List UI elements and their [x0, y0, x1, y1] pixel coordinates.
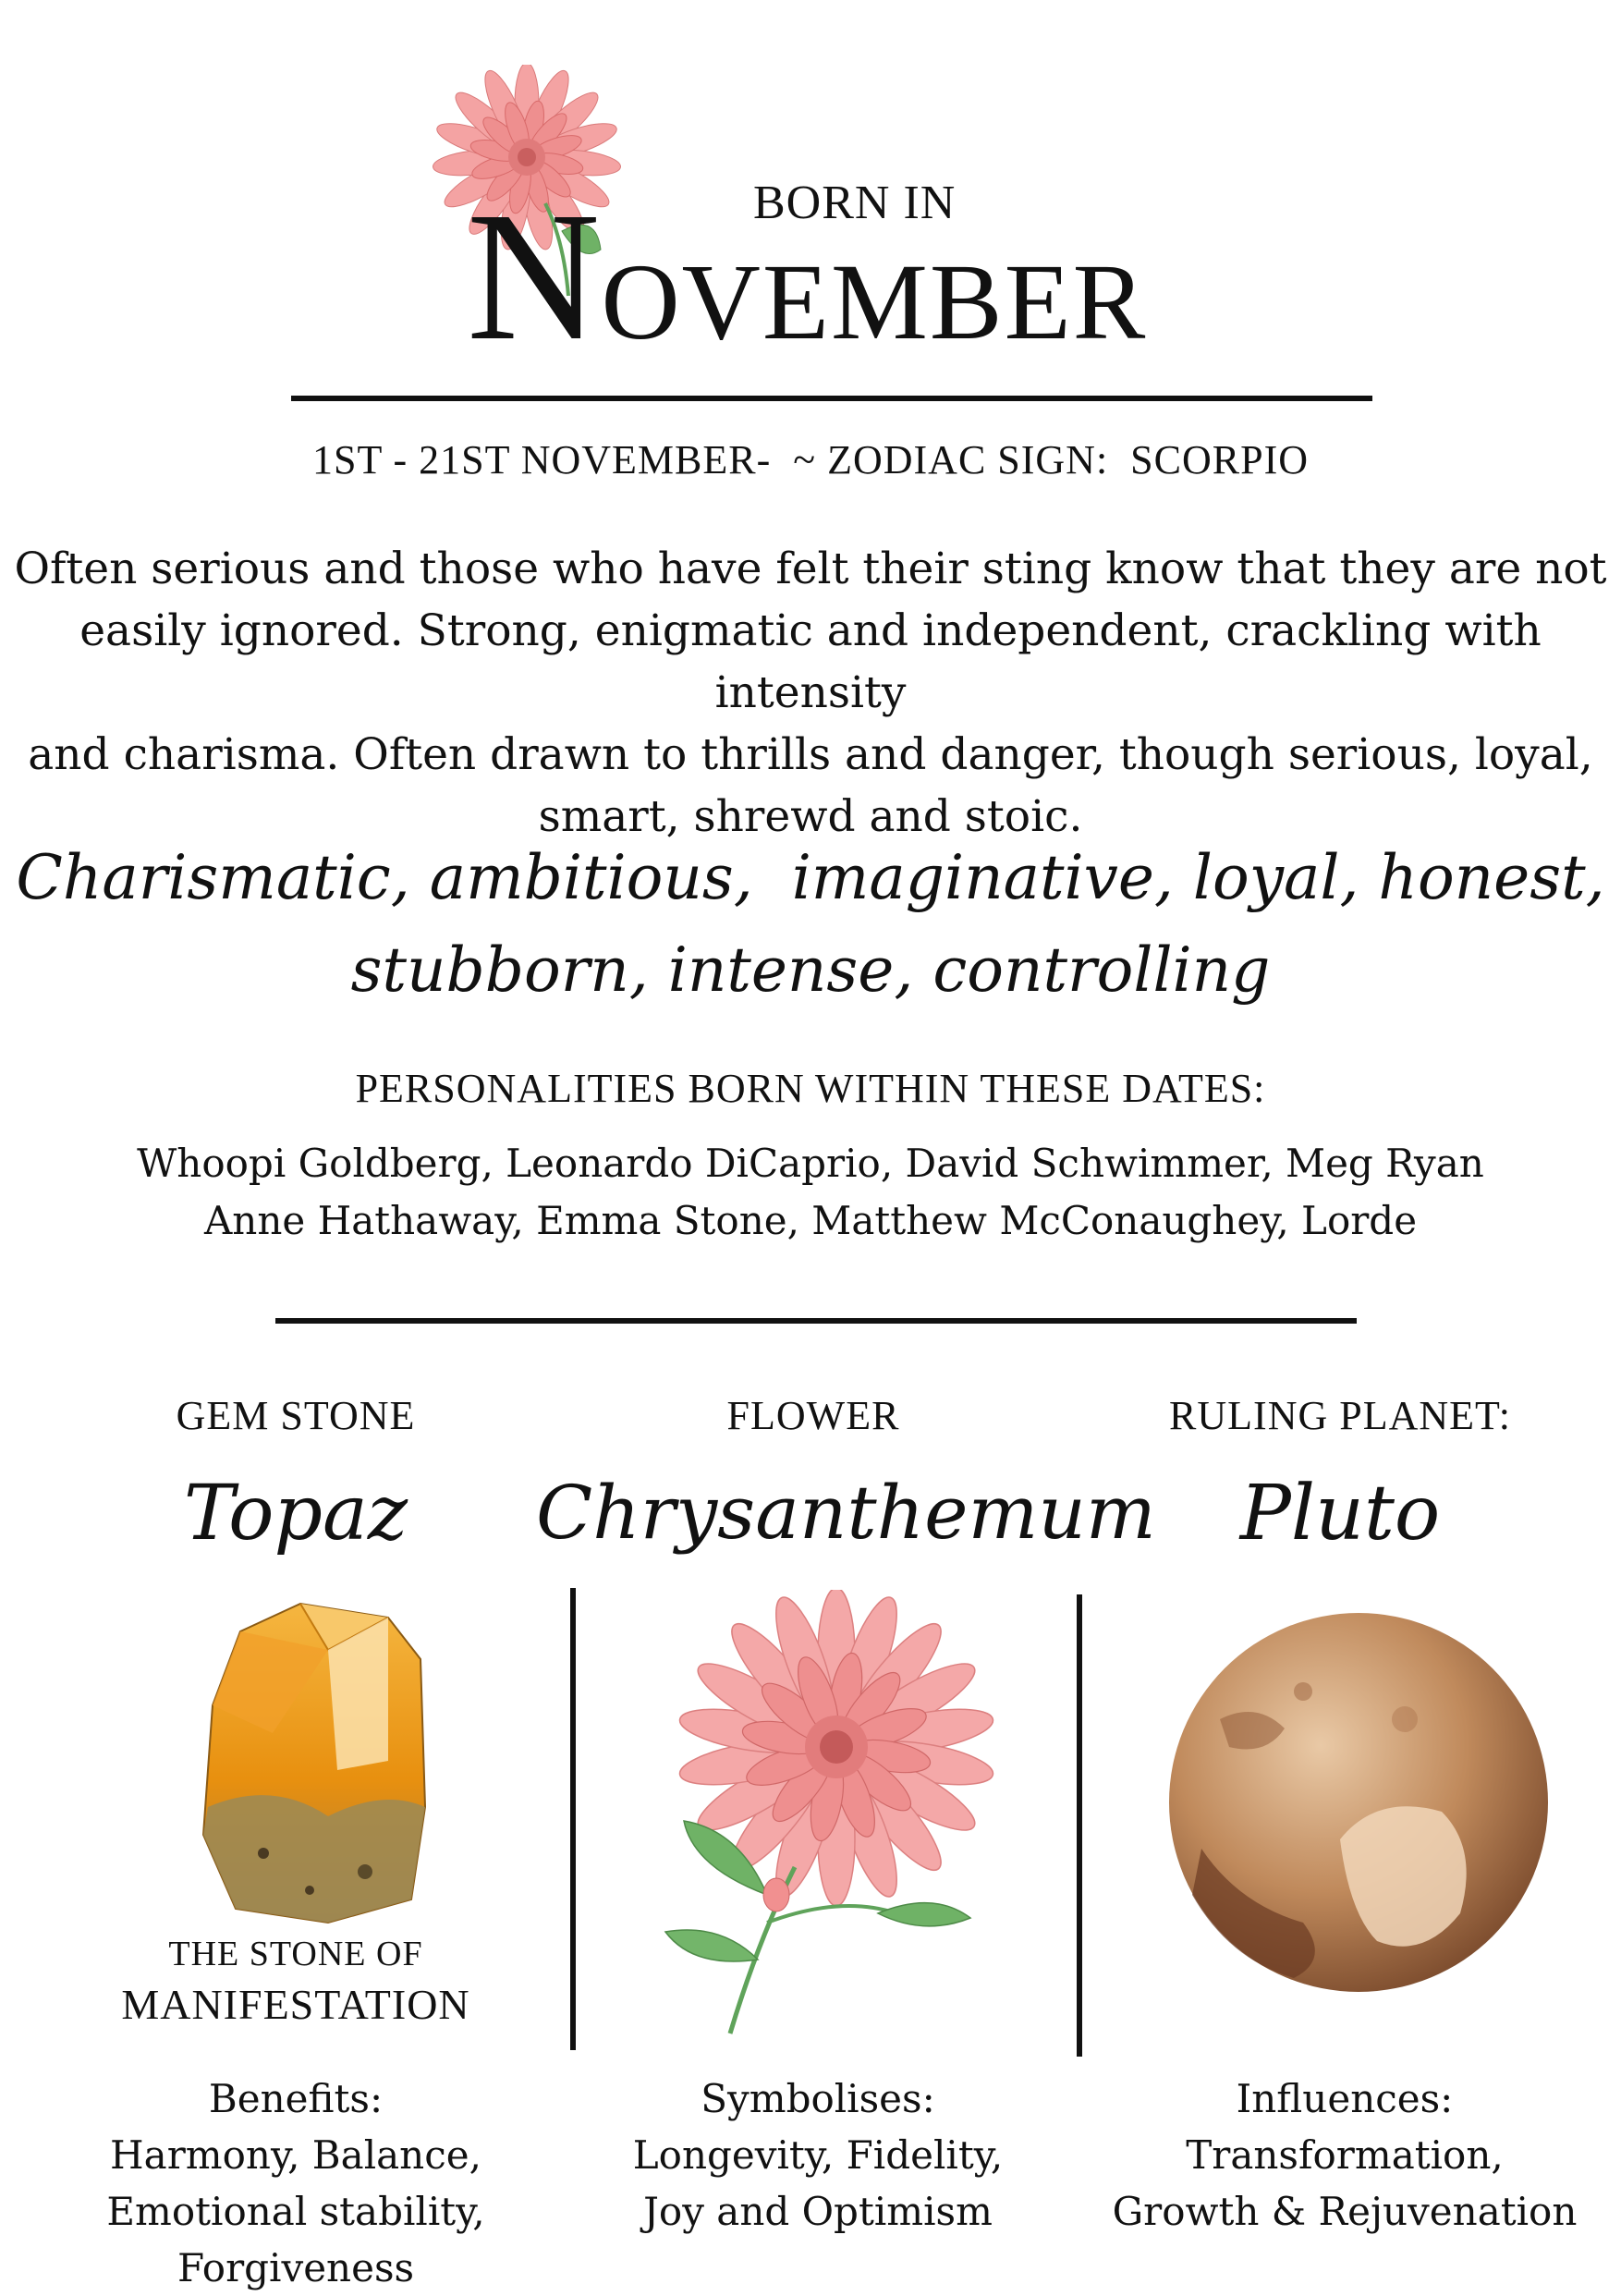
personalities-line: Whoopi Goldberg, Leonardo DiCaprio, David Schwimmer, Meg Ryan [137, 1141, 1484, 1186]
description-line: Often serious and those who have felt their sting know that they are not [14, 543, 1607, 594]
planet-heading: RULING PLANET: [1169, 1393, 1511, 1438]
gem-heading: GEM STONE [176, 1393, 416, 1438]
gem-benefits-label: Benefits: [208, 2076, 384, 2121]
personalities-heading: PERSONALITIES BORN WITHIN THESE DATES: [355, 1066, 1266, 1111]
pluto-planet-illustration [1164, 1608, 1553, 1997]
gem-caption-large: MANIFESTATION [121, 1981, 470, 2028]
planet-influences-line: Transformation, [1186, 2132, 1504, 2178]
gem-benefits [0, 2070, 591, 2296]
month-title-initial: N [467, 175, 602, 379]
planet-influences-label: Influences: [1236, 2076, 1454, 2121]
flower-symbolises-line: Joy and Optimism [643, 2189, 993, 2234]
planet-influences-line: Growth & Rejuvenation [1112, 2189, 1578, 2234]
gem-name: Topaz [183, 1470, 408, 1557]
flower-name: Chrysanthemum [536, 1470, 1156, 1556]
dates-zodiac-line: 1ST - 21ST NOVEMBER- ~ ZODIAC SIGN: SCORPIO [311, 437, 1310, 482]
personalities-list [0, 1135, 1621, 1250]
personalities-line: Anne Hathaway, Emma Stone, Matthew McConaughey, Lorde [203, 1198, 1418, 1243]
gem-benefits-line: Emotional stability, Forgiveness [106, 2189, 485, 2290]
planet-name: Pluto [1239, 1470, 1441, 1557]
description-line: smart, shrewd and stoic. [538, 791, 1083, 842]
traits [0, 832, 1621, 1017]
born-in-label: BORN IN [753, 177, 957, 229]
flower-heading: FLOWER [726, 1393, 900, 1438]
gem-benefits-line: Harmony, Balance, [110, 2132, 481, 2178]
middle-divider [275, 1318, 1357, 1324]
description [0, 538, 1621, 848]
month-title [467, 175, 1148, 379]
flower-symbolises [541, 2070, 1095, 2240]
chrysanthemum-illustration [628, 1590, 1035, 2043]
description-line: easily ignored. Strong, enigmatic and independent, crackling with intensity [79, 605, 1542, 718]
gem-caption-small: THE STONE OF [168, 1935, 423, 1973]
traits-line: stubborn, intense, controlling [350, 934, 1271, 1006]
flower-symbolises-label: Symbolises: [701, 2076, 935, 2121]
flower-symbolises-line: Longevity, Fidelity, [632, 2132, 1004, 2178]
traits-line: Charismatic, ambitious, imaginative, loyal, honest, [16, 842, 1605, 913]
top-divider [291, 396, 1372, 401]
planet-influences [1072, 2070, 1617, 2240]
month-title-rest: OVEMBER [601, 241, 1148, 362]
topaz-gemstone-illustration [189, 1594, 439, 1927]
column-divider-right [1077, 1594, 1082, 2057]
description-line: and charisma. Often drawn to thrills and danger, though serious, loyal, [28, 729, 1593, 780]
